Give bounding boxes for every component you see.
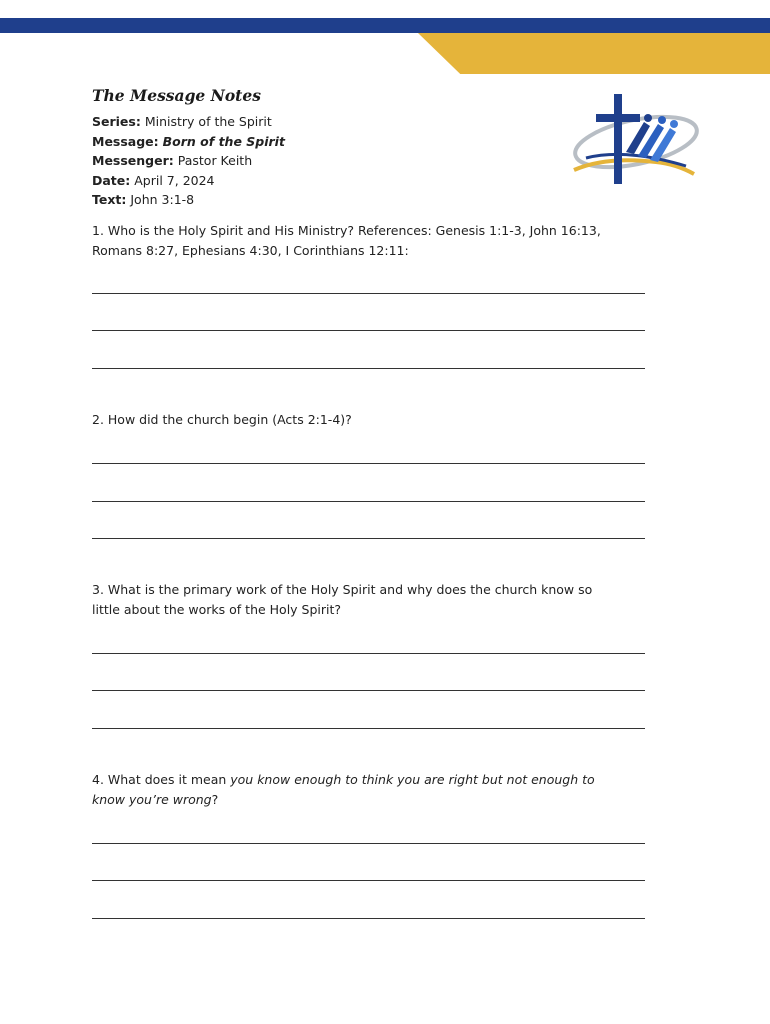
- date-value: April 7, 2024: [134, 172, 215, 188]
- series-line: [92, 112, 552, 132]
- answer-line-2a[interactable]: [92, 463, 645, 464]
- question-4-emphasis-2: know you’re wrong: [92, 792, 212, 807]
- question-4-prefix: 4. What does it mean: [92, 772, 231, 787]
- question-3-line-2: little about the works of the Holy Spirit?: [92, 602, 342, 617]
- answer-line-4b[interactable]: [92, 880, 645, 881]
- answer-line-3a[interactable]: [92, 653, 645, 654]
- question-4-suffix: ?: [211, 792, 219, 807]
- question-2-line-1: 2. How did the church begin (Acts 2:1-4)?: [92, 412, 352, 427]
- text-line: [92, 190, 552, 210]
- answer-line-1c[interactable]: [92, 368, 645, 369]
- question-4: [92, 770, 658, 810]
- question-1-line-1: 1. Who is the Holy Spirit and His Ministry? References: Genesis 1:1-3, John 16:13,: [92, 223, 601, 238]
- answer-line-3c[interactable]: [92, 728, 645, 729]
- answer-line-2c[interactable]: [92, 538, 645, 539]
- top-blue-band: [0, 18, 770, 33]
- sermon-header: [92, 86, 552, 210]
- text-value: John 3:1-8: [130, 192, 195, 207]
- messenger-label: Messenger:: [92, 153, 174, 168]
- answer-line-4c[interactable]: [92, 918, 645, 919]
- answer-line-3b[interactable]: [92, 690, 645, 691]
- answer-line-4a[interactable]: [92, 843, 645, 844]
- gold-accent-band: [418, 33, 770, 74]
- church-logo-icon: [566, 92, 700, 188]
- answer-line-1a[interactable]: [92, 293, 645, 294]
- page-title: The Message Notes: [92, 86, 261, 105]
- question-4-line-2: [92, 790, 658, 810]
- question-4-emphasis-1: you know enough to think you are right but not enough to: [230, 772, 595, 787]
- question-2: [92, 410, 658, 430]
- text-label: Text:: [92, 192, 127, 207]
- message-value: Born of the Spirit: [162, 133, 285, 149]
- messenger-value: Pastor Keith: [177, 153, 253, 168]
- message-line: [92, 132, 552, 152]
- question-1: [92, 221, 658, 261]
- question-3: [92, 580, 658, 620]
- series-value: Ministry of the Spirit: [144, 114, 272, 129]
- date-line: [92, 171, 552, 191]
- answer-line-2b[interactable]: [92, 501, 645, 502]
- question-1-line-2: Romans 8:27, Ephesians 4:30, I Corinthians 12:11:: [92, 243, 409, 258]
- question-4-line-1: [92, 770, 658, 790]
- date-label: Date:: [92, 172, 131, 188]
- answer-line-1b[interactable]: [92, 330, 645, 331]
- question-3-line-1: 3. What is the primary work of the Holy Spirit and why does the church know so: [92, 582, 593, 597]
- messenger-line: [92, 151, 552, 171]
- series-label: Series:: [92, 114, 141, 129]
- message-label: Message:: [92, 133, 159, 149]
